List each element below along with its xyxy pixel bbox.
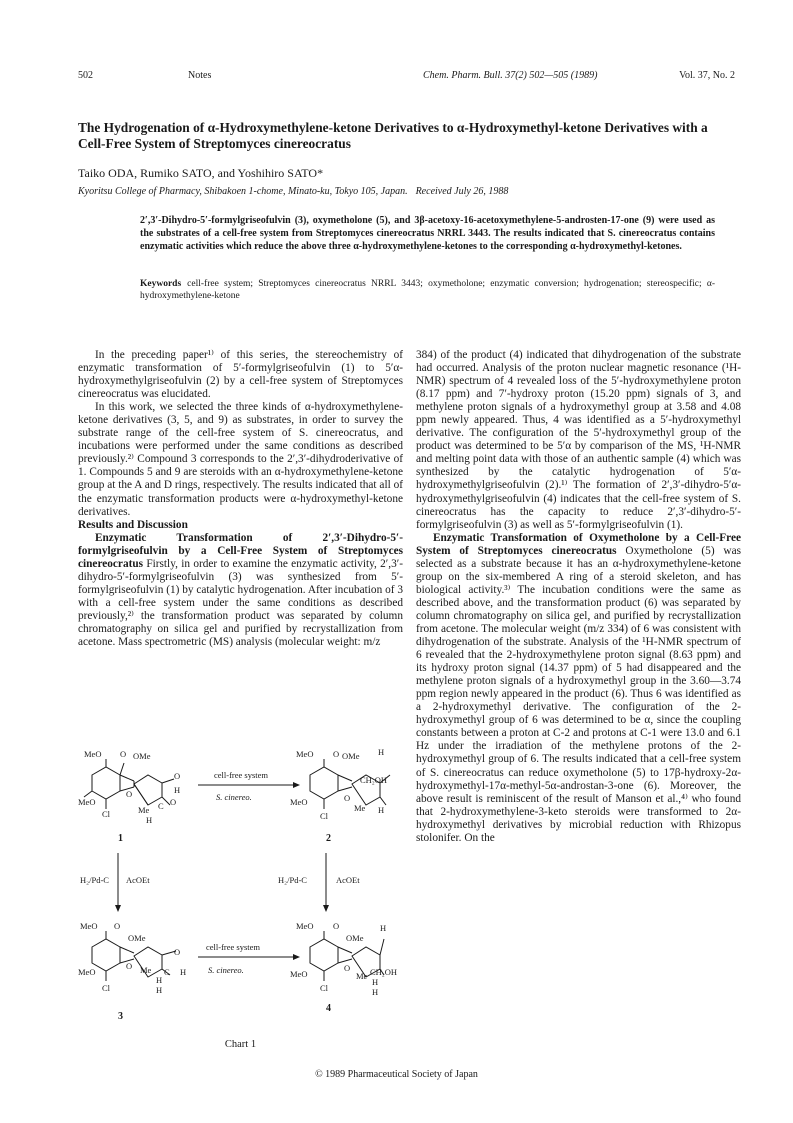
c3-o: O [114, 921, 121, 931]
c4-o: O [333, 921, 340, 931]
keywords-label: Keywords [140, 279, 182, 289]
c3-h: H [156, 975, 163, 985]
c3-o-ring: O [126, 961, 133, 971]
c3-h2: H [156, 985, 163, 995]
organism-bottom: S. cinereo. [208, 965, 244, 975]
c4-meo-top: MeO [296, 921, 314, 931]
c1-h: H [174, 785, 181, 795]
results-paragraph-1: 384) of the product (4) indicated that dihydrogenation of the substrate had occurred. Analysis of the proton nuclear magnetic resonance (¹H-NMR) spectrum of 4 revealed loss of the 5′-hydroxymethylene proton (8.17 ppm) and 7′-hydroxy proton (15.20 ppm) signals of 3, and methylene proton signals of a hydroxymethyl group at 3.58 and 4.08 ppm newly appeared. Thus, 4 was identified as a 5′-hydroxymethyl derivative. The configuration of the 5′-hydroxymethyl group of the product was determined to be 5′α by comparison of the MS, ¹H-NMR and melting point data with those of an authentic sample (4) which was synthesized by the catalytic hydrogenation of 5′α-hydroxymethylgriseofulvin (2).¹⁾ The formation of 2′,3′-dihydro-5′α-hydroxymethylgriseofulvin (4) indicates that the cell-free system of S. cinereocratus has the capacity to reduce 2′,3′-dihydro-5′-formylgriseofulvin (3) as well as 5′-formylgriseofulvin (1). [416, 349, 741, 531]
compound-1-label: 1 [118, 833, 123, 844]
intro-paragraph-2: In this work, we selected the three kinds of α-hydroxymethylene-ketone derivatives (3, 5, and 9) as substrates, in order to survey the substrate range of the cell-free system of S. cinereocratus, and incubations were performed under the same conditions as described previously.²⁾ Compound 3 corresponds to the 2′,3′-dihydroderivative of 1. Compounds 5 and 9 are steroids with an α-hydroxymethylene-ketone group at the A and D rings, respectively. The results indicated that all of the enzymatic transformation products were α-hydroxymethyl-ketone derivatives. [78, 401, 403, 518]
c1-ome: OMe [133, 751, 151, 761]
section-label: Notes [188, 70, 212, 81]
reagent-bottom: cell-free system [206, 942, 261, 952]
subsection-2-text: Oxymetholone (5) was selected as a substrate because it has an α-hydroxymethylene-ketone group on the six-membered A ring of a steroid skeleton, and has biological activity.³⁾ The incubation conditions were the same as described above, and the transformation product (6) was separated by column chromatography on silica gel, and purified by recrystallization from acetone. The molecular weight (m/z 334) of 6 was consistent with dihydrogenation of the substrate. Analysis of the ¹H-NMR spectrum of 6 revealed that the 2-hydroxymethylene proton signal (8.63 ppm) and its hydroxy proton signal (14.37 ppm) of 5 had disappeared and the methylene proton signals of a hydroxymethyl group in the 3.60—3.74 ppm region newly appeared in the product (6). Thus 6 was identified as a 2-hydroxymethyl derivative. The configuration of the 2-hydroxymethyl group of 6 was determined to be α, since the coupling constants between a proton at C-2 and protons at C-1 were 13.0 and 6.1 Hz under the irradiation of the methylene protons of the 2-hydroxymethyl group of 6. The results indicated that a cell-free system of S. cinereocratus can reduce oxymetholone (5) to 17β-hydroxy-2α-hydroxymethyl-17α-methyl-5α-androstan-3-one (6). Moreover, the above result is reminiscent of the result of Manson et al.,⁴⁾ who found that 2-hydroxymethylene-3-keto steroids were transformed to 2α-hydroxymethyl derivatives by microbial reduction with Rhizopus stolonifer. On the [416, 544, 742, 844]
compound-4-label: 4 [326, 1003, 331, 1014]
c2-meo-left: MeO [290, 797, 308, 807]
abstract: 2′,3′-Dihydro-5′-formylgriseofulvin (3), oxymetholone (5), and 3β-acetoxy-16-acetoxymethylene-5-androsten-17-one (9) were used as the substrates of a cell-free system from Streptomyces cinereocratus NRRL 3443. The results indicated that S. cinereocratus contains enzymatic activities which reduce the above three α-hydroxymethylene-ketones to the corresponding α-hydroxymethyl-ketones. [140, 215, 715, 253]
c3-c: C [164, 967, 170, 977]
c2-ch2oh: CH₂OH [360, 775, 388, 785]
c3-oh: H [180, 967, 187, 977]
compound-3-label: 3 [118, 1011, 123, 1022]
c2-o: O [333, 749, 340, 759]
keywords [140, 278, 715, 303]
c2-o-ring: O [344, 793, 351, 803]
c3-o2: O [174, 947, 181, 957]
c3-cl: Cl [102, 983, 111, 993]
c1-o-ring: O [126, 789, 133, 799]
c4-ome: OMe [346, 933, 364, 943]
c4-cl: Cl [320, 983, 329, 993]
c2-meo-top: MeO [296, 749, 314, 759]
chart-1-scheme [78, 745, 403, 1045]
c3-meo-top: MeO [80, 921, 98, 931]
chart-caption: Chart 1 [224, 1039, 257, 1050]
c4-meo-left: MeO [290, 969, 308, 979]
c1-o2: O [174, 771, 181, 781]
received-date: Received July 26, 1988 [415, 186, 509, 197]
affiliation [78, 186, 738, 197]
c1-meo-top: MeO [84, 749, 102, 759]
c2-ome: OMe [342, 751, 360, 761]
compound-2-label: 2 [326, 833, 331, 844]
keywords-text: cell-free system; Streptomyces cinereocratus NRRL 3443; oxymetholone; enzymatic conversion; hydrogenation; stereospecific; α-hydroxymethylene-ketone [140, 279, 715, 302]
c2-cl: Cl [320, 811, 329, 821]
c1-o3: O [170, 797, 177, 807]
c2-h2: H [378, 805, 385, 815]
solvent-right: AcOEt [336, 875, 360, 885]
hydrog-right: H₂/Pd-C [278, 875, 307, 885]
c2-h: H [378, 747, 385, 757]
c4-h3: H [372, 987, 379, 997]
arrow-left-down-head [115, 905, 121, 912]
c3-me: Me [140, 965, 152, 975]
reaction-scheme [78, 745, 403, 1050]
c1-h2: H [146, 815, 153, 825]
c1-meo-left: MeO [78, 797, 96, 807]
left-column [78, 349, 403, 649]
reagent-top: cell-free system [214, 770, 269, 780]
c4-ch2oh: CH₂OH [370, 967, 398, 977]
journal-citation: Chem. Pharm. Bull. 37(2) 502—505 (1989) [423, 70, 598, 81]
arrow-right-down-head [323, 905, 329, 912]
c4-h2: H [372, 977, 379, 987]
c4-o-ring: O [344, 963, 351, 973]
subsection-2-paragraph [416, 532, 741, 845]
volume-issue: Vol. 37, No. 2 [679, 70, 735, 81]
c1-me: Me [138, 805, 150, 815]
arrow-bottom-head [293, 954, 300, 960]
subsection-2-heading: Enzymatic Transformation of Oxymetholone by a Cell-Free System of Streptomyces cinereocratus [416, 531, 741, 557]
organism-top: S. cinereo. [216, 792, 252, 802]
c3-ome: OMe [128, 933, 146, 943]
c2-me: Me [354, 803, 366, 813]
page-number: 502 [78, 70, 93, 81]
running-head [78, 70, 735, 84]
c1-o: O [120, 749, 127, 759]
subsection-1-text: Firstly, in order to examine the enzymatic activity, 2′,3′-dihydro-5′-formylgriseofulvin (3) was synthesized from 5′-formylgriseofulvin (1) by catalytic hydrogenation. After incubation of 3 with a cell-free system under the same conditions as described previously,²⁾ the transformation product was separated by column chromatography on silica gel and purified by recrystallization from acetone. Mass spectrometric (MS) analysis (molecular weight: m/z [78, 557, 403, 649]
arrow-top-head [293, 782, 300, 788]
section-heading-results: Results and Discussion [78, 518, 188, 531]
author-list: Taiko ODA, Rumiko SATO, and Yoshihiro SATO* [78, 166, 324, 180]
c4-h: H [380, 923, 387, 933]
c1-cl: Cl [102, 809, 111, 819]
subsection-1-heading: Enzymatic Transformation of 2′,3′-Dihydro-5′-formylgriseofulvin by a Cell-Free System of Streptomyces cinereocratus [78, 531, 403, 570]
right-column [416, 349, 741, 845]
copyright-notice: © 1989 Pharmaceutical Society of Japan [315, 1069, 478, 1080]
subsection-1-paragraph [78, 532, 403, 649]
c3-meo-left: MeO [78, 967, 96, 977]
article-title: The Hydrogenation of α-Hydroxymethylene-ketone Derivatives to α-Hydroxymethyl-ketone Derivatives with a Cell-Free System of Streptomyces cinereocratus [78, 120, 708, 151]
c1-c: C [158, 801, 164, 811]
hydrog-left: H₂/Pd-C [80, 875, 109, 885]
c4-me: Me [356, 971, 368, 981]
solvent-left: AcOEt [126, 875, 150, 885]
affiliation-address: Kyoritsu College of Pharmacy, Shibakoen 1-chome, Minato-ku, Tokyo 105, Japan. [78, 186, 408, 197]
intro-paragraph-1: In the preceding paper¹⁾ of this series, the stereochemistry of enzymatic transformation of 5′-formylgriseofulvin (1) to 5′α-hydroxymethylgriseofulvin (2) by a cell-free system of Streptomyces cinereocratus was elucidated. [78, 349, 403, 401]
